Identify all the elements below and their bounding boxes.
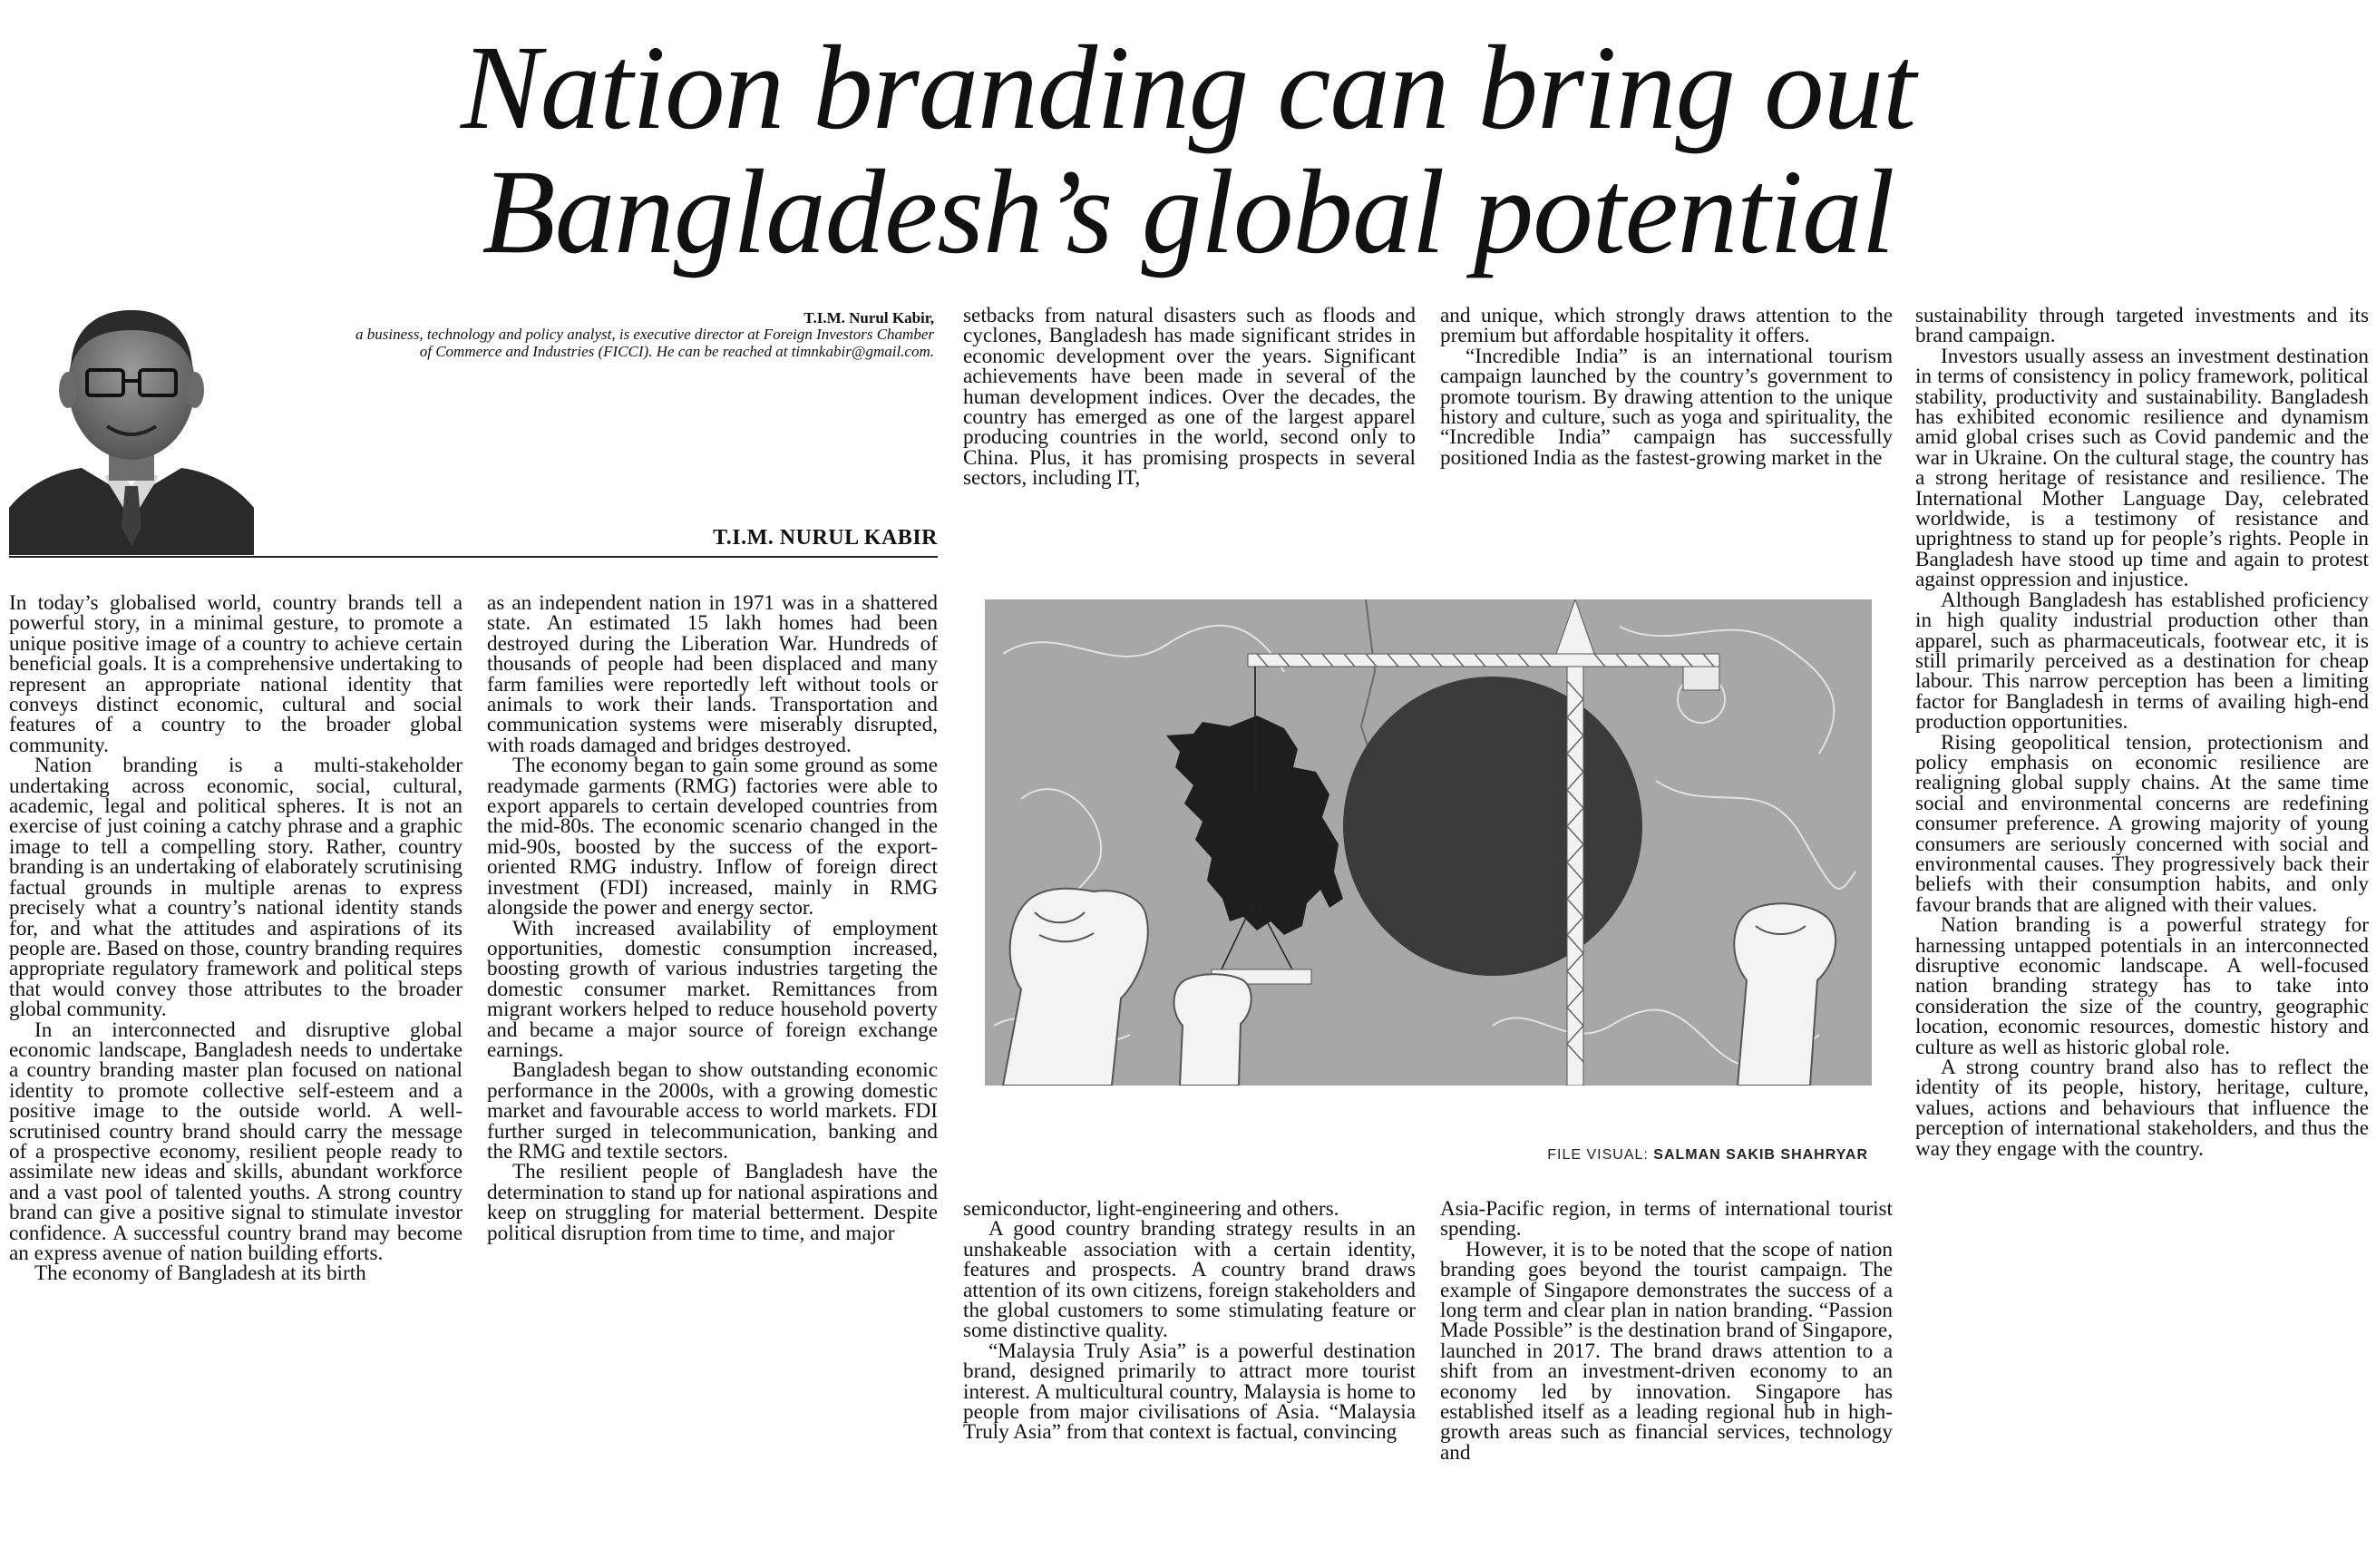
article-column-3-bottom [963, 1199, 1416, 1443]
caption-prefix: FILE VISUAL: [1547, 1147, 1649, 1163]
article-column-1 [9, 593, 463, 1284]
paragraph: The resilient people of Bangladesh have the determination to stand up for national aspirations and keep on struggling for material betterment. Despite political disruption from time to time, and major [487, 1160, 938, 1245]
article-column-4-top [1440, 306, 1893, 468]
paragraph: Nation branding is a powerful strategy for harnessing untapped potentials in an interconnected disruptive economic landscape. A well-focused nation branding strategy has to take into consideration the size of the country, geographic location, economic resources, domestic history and culture as well as historic global role. [1915, 913, 2369, 1059]
paragraph: A strong country brand also has to reflect the identity of its people, history, heritage, culture, values, actions and behaviours that influence the perception of international stakeholders, and thus the way they engage with the country. [1915, 1056, 2369, 1161]
paragraph: Asia-Pacific region, in terms of international tourist spending. [1440, 1197, 1893, 1242]
paragraph: However, it is to be noted that the scope of nation branding goes beyond the tourist campaign. The example of Singapore demonstrates the success of a long term and clear plan in nation branding. “Passion Made Possible” is the destination brand of Singapore, launched in 2017. The brand draws attention to a shift from an investment-driven economy to an economy led by innovation. Singapore has established itself as a leading regional hub in high-growth areas such as financial services, technology and [1440, 1237, 1893, 1465]
paragraph: Nation branding is a multi-stakeholder undertaking across economic, social, cultural, academic, legal and political spheres. It is not an exercise of just coining a catchy phrase and a graphic image to tell a compelling story. Rather, country branding is an undertaking of elaborately scrutinising factual grounds in multiple arenas to express precisely what a country’s national identity stands for, and what the attitudes and aspirations of its people are. Based on those, country branding requires appropriate regulatory framework and political steps that would convey those attributes to the broader global community. [9, 754, 463, 1022]
paragraph: sustainability through targeted investments and its brand campaign. [1915, 304, 2369, 348]
paragraph: A good country branding strategy results in an unshakeable association with a certain identity, features and prospects. A country brand draws attention of its own citizens, foreign stakeholders and the global customers to some stimulating feature or some distinctive quality. [963, 1217, 1416, 1343]
paragraph: With increased availability of employment opportunities, domestic consumption increased, boosting growth of various industries targeting the domestic consumer market. Remittances from migrant workers helped to reduce household poverty and became a major source of foreign exchange earnings. [487, 916, 938, 1062]
article-column-4-bottom [1440, 1199, 1893, 1463]
author-description: a business, technology and policy analyst, is executive director at Foreign Investors Chamber of Commerce and Industries (FICCI). He can be reached at timnkabir@gmail.com. [355, 326, 934, 360]
article-column-2 [487, 593, 938, 1243]
paragraph: In today’s globalised world, country brands tell a powerful story, in a minimal gesture, to promote a unique positive image of a country to achieve certain beneficial goals. It is a comprehensive undertaking to represent an appropriate national identity that conveys distinct economic, cultural and social features of a country to the broader global community. [9, 591, 463, 757]
paragraph: Bangladesh began to show outstanding economic performance in the 2000s, with a growing domestic market and favourable access to world markets. FDI further surged in telecommunication, banking and the RMG and textile sectors. [487, 1058, 938, 1164]
paragraph: Investors usually assess an investment destination in terms of consistency in policy framework, political stability, productivity and sustainability. Bangladesh has exhibited economic resilience and dynamism amid global crises such as Covid pandemic and the war in Ukraine. On the cultural stage, the country has a strong heritage of resistance and resilience. The International Mother Language Day, celebrated worldwide, is a testimony of resistance and uprightness to stand up for people’s rights. People in Bangladesh have stood up time and again to protest against oppression and injustice. [1915, 344, 2369, 592]
author-photo [9, 290, 254, 555]
caption-credit: SALMAN SAKIB SHAHRYAR [1653, 1147, 1868, 1163]
author-name: T.I.M. Nurul Kabir, [803, 309, 934, 326]
paragraph: “Malaysia Truly Asia” is a powerful destination brand, designed primarily to attract more tourist interest. A multicultural country, Malaysia is home to people from major civilisations of Asia. “Malaysia Truly Asia” from that context is factual, convincing [963, 1339, 1416, 1445]
paragraph: semiconductor, light-engineering and others. [963, 1197, 1339, 1221]
author-bio [345, 310, 934, 360]
paragraph: In an interconnected and disruptive global economic landscape, Bangladesh needs to undertake a country branding master plan focused on national identity to promote collective self-esteem and a positive image to the outside world. A well-scrutinised country brand should carry the message of a prospective economy, resilient people ready to assimilate new ideas and skills, abundant workforce and a vast pool of talented youths. A strong country brand can give a positive signal to stimulate investor confidence. A successful country brand may become an express avenue of nation building efforts. [9, 1018, 463, 1265]
article-column-3-top [963, 306, 1416, 489]
dark-circle [1343, 677, 1642, 976]
article-column-5 [1915, 306, 2369, 1159]
headline [0, 20, 2376, 278]
paragraph: Although Bangladesh has established proficiency in high quality industrial production other than apparel, such as pharmaceuticals, footwear etc, it is still primarily perceived as a destination for cheap labour. This narrow perception has been a limiting factor for Bangladesh in terms of availing high-end production opportunities. [1915, 588, 2369, 735]
illustration [985, 599, 1872, 1086]
paragraph: The economy of Bangladesh at its birth [34, 1261, 366, 1286]
image-caption [1547, 1147, 1868, 1164]
headline-line-1: Nation branding can bring out [460, 20, 1916, 154]
paragraph: and unique, which strongly draws attention to the premium but affordable hospitality it offers. [1440, 304, 1893, 348]
paragraph: as an independent nation in 1971 was in a shattered state. An estimated 15 lakh homes had been destroyed during the Liberation War. Hundreds of thousands of people had been displaced and many farm families were reportedly left without tools or animals to work their lands. Transportation and communication systems were miserably disrupted, with roads damaged and bridges destroyed. [487, 591, 938, 757]
paragraph: setbacks from natural disasters such as floods and cyclones, Bangladesh has made significant strides in economic development over the years. Significant achievements have been made in several of the human development indices. Over the decades, the country has emerged as one of the largest apparel producing countries in the world, second only to China. Plus, it has promising prospects in several sectors, including IT, [963, 304, 1416, 491]
paragraph: “Incredible India” is an international tourism campaign launched by the country’s government to promote tourism. By drawing attention to the unique history and culture, such as yoga and spirituality, the “Incredible India” campaign has successfully positioned India as the fastest-growing market in the [1440, 344, 1893, 470]
headline-line-2: Bangladesh’s global potential [482, 144, 1894, 278]
byline: T.I.M. NURUL KABIR [713, 526, 938, 550]
paragraph: The economy began to gain some ground as some readymade garments (RMG) factories were able to export apparels to certain developed countries from the mid-80s. The economic scenario changed in the mid-90s, boosted by the success of the export-oriented RMG industry. Inflow of foreign direct investment (FDI) increased, mainly in RMG alongside the power and energy sector. [487, 754, 938, 920]
paragraph: Rising geopolitical tension, protectionism and policy emphasis on economic resilience are realigning global supply chains. At the same time social and environmental concerns are redefining consumer preference. A growing majority of young consumers are seriously concerned with social and environmental causes. They progressively back their beliefs with their consumption habits, and only favour brands that are aligned with their values. [1915, 730, 2369, 917]
byline-rule [9, 556, 938, 558]
